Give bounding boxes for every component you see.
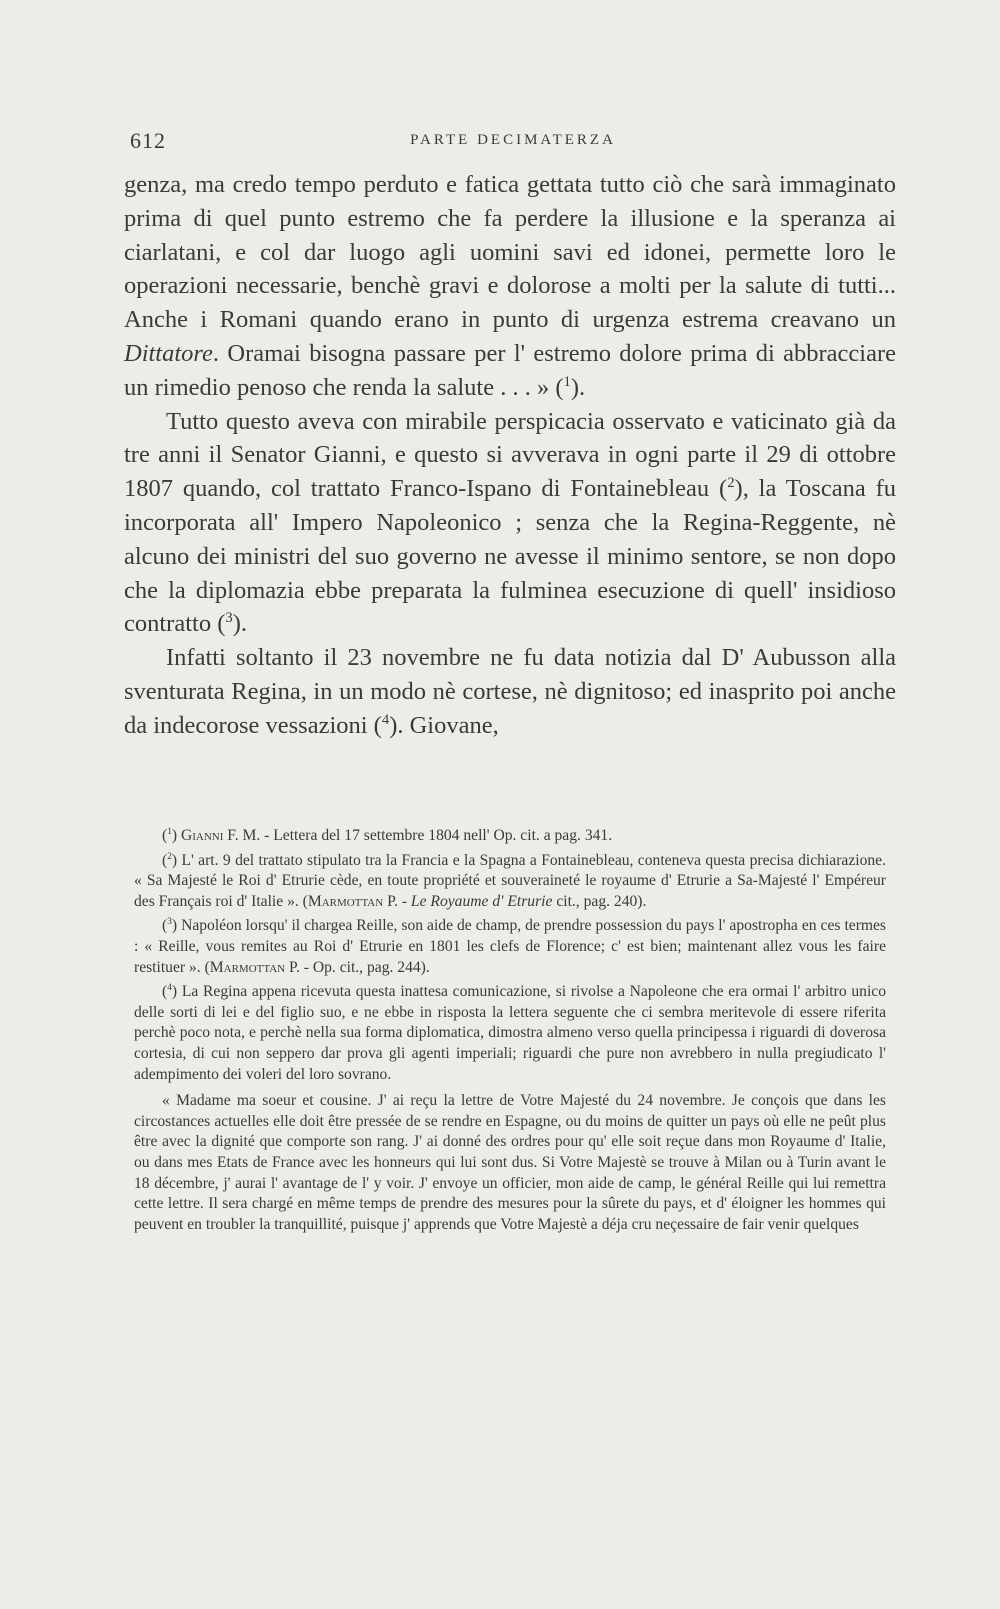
main-text [124,168,896,743]
paragraph-3: Infatti soltanto il 23 novembre ne fu data notizia dal D' Aubusson alla sventurata Regina, in un modo nè cortese, nè dignitoso; ed inasprito poi anche da indecorose vessazioni ($^4$). Giovane, [124,644,896,739]
footnote-ref: 3 [225,610,233,627]
running-head: PARTE DECIMATERZA [410,132,616,148]
book-title: Le Royaume d' Etrurie [410,892,553,910]
page-header [130,128,896,158]
author-name: Marmottan [209,958,286,976]
footnote-ref: 4 [381,711,390,728]
page-number: 612 [130,128,166,153]
paragraph-1: genza, ma credo tempo perduto e fatica gettata tutto ciò che sarà immaginato prima di quel punto estremo che fa perdere la illusione e la speranza ai ciarlatani, e col dar luogo agli uomini savi ed idonei, permette loro le operazioni necessarie, benchè gravi e dolorose a molti per la salute di tutti... Anche i Romani quando erano in punto di urgenza estrema creavano un Dittatore. Oramai bisogna passare per l' estremo dolore prima di abbracciare un rimedio penoso che renda la salute . . . » ($^1$). [124,171,896,401]
author-name: Marmottan [307,892,384,910]
author-name: Gianni [180,827,224,844]
footnote-ref: 2 [727,475,735,492]
footnote-ref: 1 [563,373,571,390]
italic-term: Dittatore [124,339,213,367]
quoted-letter: « Madame ma soeur et cousine. J' ai reçu la lettre de Votre Majesté du 24 novembre. Je conçois que dans les circostances actuelles elle doit être pressée de se rendre en Espagne, ou du moins de quitter un pays où elle ne peût plus être avec la dignité que comporte son rang. J' ai donné des ordres pour qu' elle soit reçue dans mon Royaume d' Italie, ou dans mes Etats de France avec les honneurs qui lui sont dus. Si Votre Majestè se trouve à Milan ou à Turin avant le 18 décembre, j' aurai l' avantage de l' y voir. J' envoye un officier, mon aide de camp, le général Reille qui lui remettra cette lettre. Il sera chargé en même temps de prendre des mesures pour la sûrete du pays, et d' éloigner les hommes qui peuvent en troubler la tranquillité, puisque j' apprends que Votre Majestè a déja cru neçessaire de fair venir quelques [134,1092,886,1233]
footnote-1: ($^1$) Gianni F. M. - Lettera del 17 settembre 1804 nell' Op. cit. a pag. 341. [162,826,613,844]
footnote-2: ($^2$) L' art. 9 del trattato stipulato tra la Francia e la Spagna a Fontainebleau, conteneva questa precisa dichiarazione. « Sa Majesté le Roi d' Etrurie cède, en toute propriété et souveraineté le royaume d' Etrurie a Sa-Majesté l' Empéreur des Français roi d' Italie ». (Marmottan P. - Le Royaume d' Etrurie cit., pag. 240). [134,851,887,910]
footnote-4: ($^4$) La Regina appena ricevuta questa inattesa comunicazione, si rivolse a Napoleone che era ormai l' arbitro unico delle sorti di lei e del figlio suo, e ne ebbe in risposta la lettera seguente che ci sembra meritevole di essere riferita perchè poco nota, e perchè nella sua forma diplomatica, dimostra almeno verso quella principessa i riguardi di doverosa cortesia, di cui non seppero dar prova gli agenti imperiali; riguardi che pure non avrebbero in nulla pregiudicato l' adempimento dei voleri del loro sovrano. [134,982,886,1083]
footnotes [134,826,886,1239]
paragraph-2: Tutto questo aveva con mirabile perspicacia osservato e vaticinato già da tre anni il Senator Gianni, e questo si avverava in ogni parte il 29 di ottobre 1807 quando, col trattato Franco-Ispano di Fontainebleau ($^2$), la Toscana fu incorporata all' Impero Napoleonico ; senza che la Regina-Reggente, nè alcuno dei ministri del suo governo ne avesse il minimo sentore, se non dopo che la diplomazia ebbe preparata la fulminea esecuzione di quell' insidioso contratto ($^3$). [124,407,896,638]
footnote-3: ($^3$) Napoléon lorsqu' il chargea Reille, son aide de champ, de prendre possession du pays l' apostropha en ces termes : « Reille, vous remites au Roi d' Etrurie en 1801 les clefs de Florence; c' est bien; maintenant allez vous les faire restituer ». (Marmottan P. - Op. cit., pag. 244). [134,917,887,976]
